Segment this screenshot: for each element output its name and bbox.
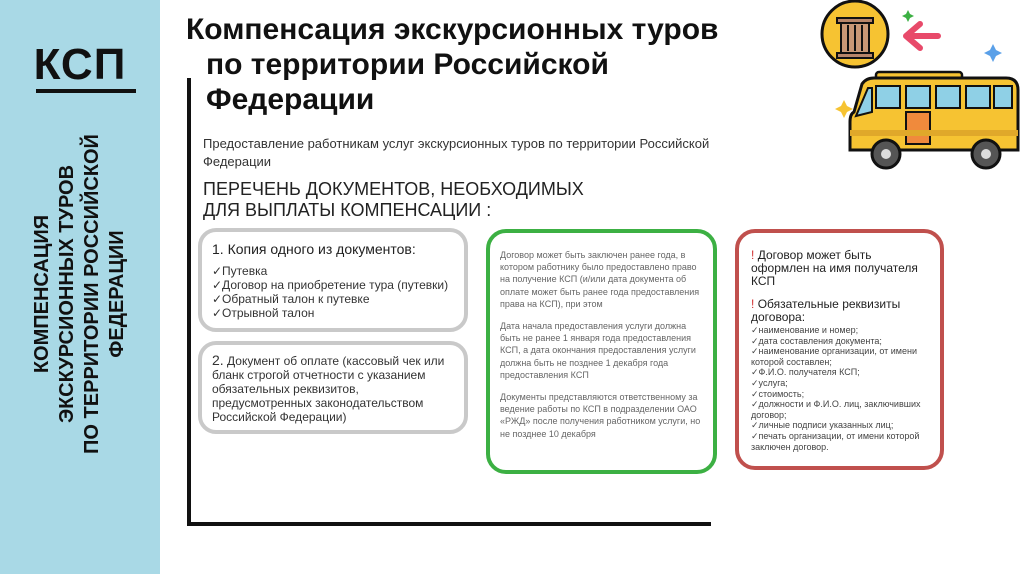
list-item: ✓стоимость;	[751, 388, 805, 399]
page-title-line: Компенсация экскурсионных туров	[186, 13, 719, 46]
sidebar-vertical-line: ФЕДЕРАЦИИ	[106, 230, 128, 358]
column-icon	[822, 1, 888, 67]
contract-requisites-card	[735, 229, 944, 470]
recipient-note	[751, 249, 930, 288]
document-copy-card	[198, 228, 468, 332]
bus-icon	[850, 72, 1018, 168]
list-item: ✓наименование организации, от имени которой составлен;	[751, 346, 917, 367]
page-title-line: по территории Российской	[206, 48, 609, 81]
list-item: ✓дата составления документа;	[751, 335, 882, 346]
intro-text: Предоставление работникам услуг экскурсионных туров по территории Российской Федерации	[203, 136, 710, 169]
arrow-left-icon	[906, 24, 938, 48]
list-item: ✓личные подписи указанных лиц;	[751, 420, 894, 431]
list-item: ✓Отрывной талон	[212, 306, 315, 320]
sidebar-vertical-line: ЭКСКУРСИОННЫХ ТУРОВ	[56, 164, 78, 424]
requisites-heading	[751, 298, 930, 324]
recipient-note-text: Договор может быть оформлен на имя получателя КСП	[751, 248, 918, 288]
list-item: ✓Путевка	[212, 264, 268, 278]
documents-heading	[203, 179, 623, 221]
payment-document-number: 2.	[212, 352, 224, 368]
requisites-heading-text: Обязательные реквизиты договора:	[751, 297, 901, 324]
sidebar	[0, 0, 160, 574]
page-title	[186, 12, 806, 117]
contract-conditions-paragraph: Договор может быть заключен ранее года, в котором работнику было предоставлено право на получение КСП (и/или дата документа об оплате может быть ранее года предоставления права на КСП), при этом	[500, 250, 700, 309]
documents-heading-line: ПЕРЕЧЕНЬ ДОКУМЕНТОВ, НЕОБХОДИМЫХ	[203, 179, 584, 199]
sidebar-abbreviation-underline	[36, 89, 136, 93]
contract-conditions-paragraph: Документы представляются ответственному за ведение работы по КСП в подразделении ОАО «РЖД» после получения работником услуги, но не позднее 10 декабря	[500, 392, 701, 439]
document-copy-heading: 1. Копия одного из документов:	[212, 241, 416, 257]
sidebar-vertical-title	[30, 114, 130, 474]
tour-illustration	[810, 0, 1024, 190]
document-copy-list	[212, 264, 454, 320]
frame-bottom-line	[187, 522, 711, 526]
list-item: ✓печать организации, от имени которой заключен договор.	[751, 430, 920, 452]
list-item: ✓услуга;	[751, 377, 788, 388]
frame-left-line	[187, 78, 191, 526]
requisites-list	[751, 325, 930, 452]
list-item: ✓наименование и номер;	[751, 325, 859, 335]
sidebar-vertical-line: ПО ТЕРРИТОРИИ РОССИЙСКОЙ	[81, 134, 103, 454]
list-item: ✓Обратный талон к путевке	[212, 292, 370, 306]
exclamation-icon: !	[751, 248, 755, 262]
contract-conditions-paragraph: Дата начала предоставления услуги должна быть не ранее 1 января года предоставления КСП, а дата окончания предоставления услуги должна быть не позднее 1 декабря года предоставления КСП	[500, 321, 696, 380]
sidebar-abbreviation: КСП	[33, 40, 127, 89]
sidebar-vertical-line: КОМПЕНСАЦИЯ	[31, 214, 53, 374]
payment-document-card	[198, 341, 468, 434]
exclamation-icon: !	[751, 297, 755, 311]
payment-document-text	[212, 353, 454, 424]
list-item: ✓Ф.И.О. получателя КСП;	[751, 367, 860, 378]
payment-document-description: Документ об оплате (кассовый чек или бланк строгой отчетности с указанием обязательных реквизитов, предусмотренных законодательством Российской Федерации)	[212, 354, 445, 424]
page-title-line: Федерации	[206, 83, 375, 116]
list-item: ✓Договор на приобретение тура (путевки)	[212, 278, 449, 292]
contract-conditions-card	[486, 229, 717, 474]
list-item: ✓должности и Ф.И.О. лиц, заключивших договор;	[751, 399, 921, 420]
documents-heading-line: ДЛЯ ВЫПЛАТЫ КОМПЕНСАЦИИ :	[203, 200, 492, 220]
